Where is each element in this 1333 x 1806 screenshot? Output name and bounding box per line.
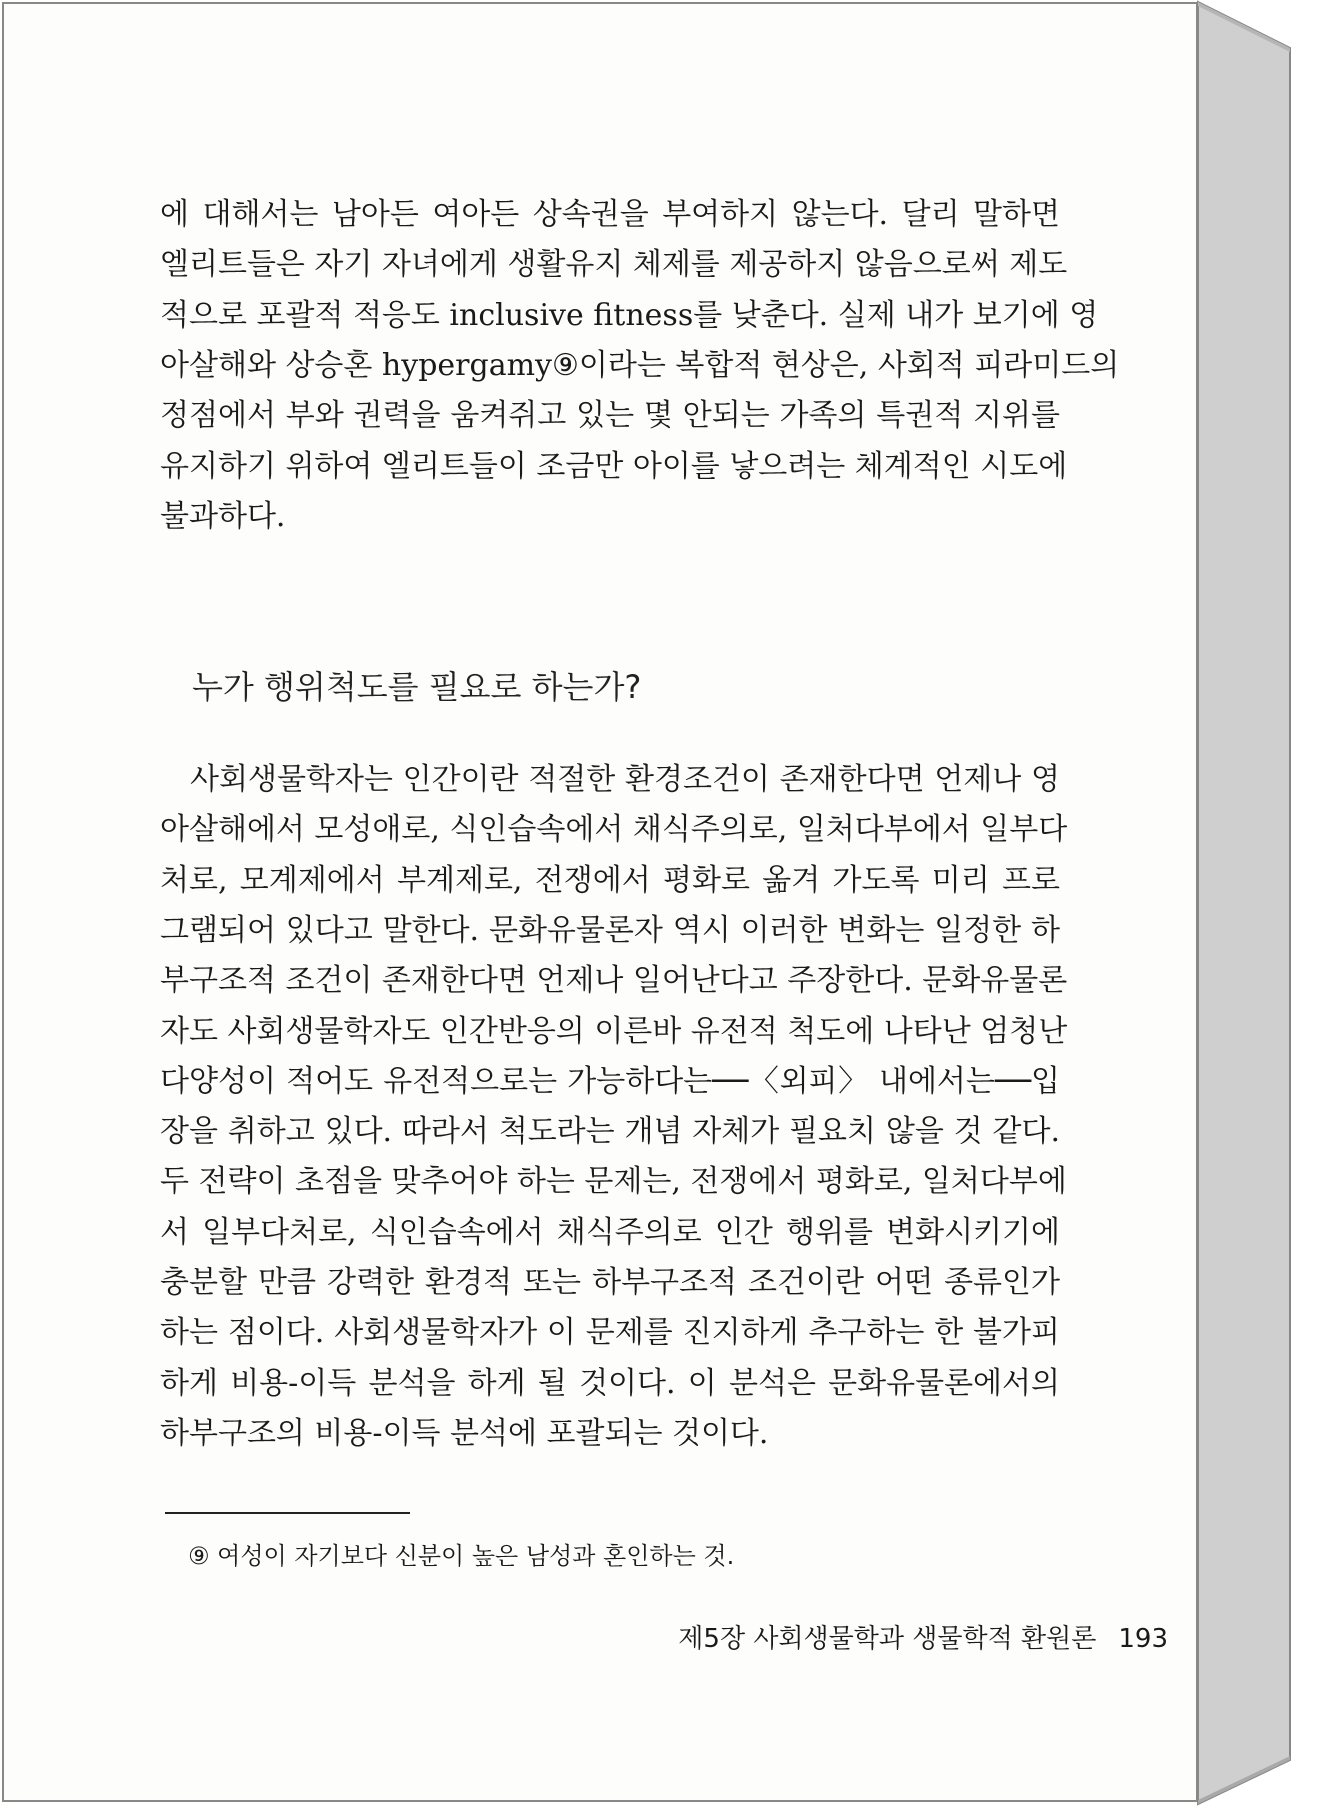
text-line: 두 전략이 초점을 맞추어야 하는 문제는, 전쟁에서 평화로, 일처다부에 (160, 1164, 1067, 1200)
text-line: 엘리트들은 자기 자녀에게 생활유지 체제를 제공하지 않음으로써 제도 (160, 247, 1068, 283)
text-line: 부구조적 조건이 존재한다면 언제나 일어난다고 주장한다. 문화유물론 (160, 963, 1068, 999)
text-line: 하부구조의 비용-이득 분석에 포괄되는 것이다. (160, 1415, 769, 1451)
text-line: 처로, 모계제에서 부계제로, 전쟁에서 평화로 옮겨 가도록 미리 프로 (160, 862, 1060, 898)
text-line: 아살해에서 모성애로, 식인습속에서 채식주의로, 일처다부에서 일부다 (160, 812, 1068, 848)
text-line: 에 대해서는 남아든 여아든 상속권을 부여하지 않는다. 달리 말하면 (160, 197, 1060, 232)
text-line: 장을 취하고 있다. 따라서 척도라는 개념 자체가 필요치 않을 것 같다. (160, 1114, 1060, 1150)
text-line: 서 일부다처로, 식인습속에서 채식주의로 인간 행위를 변화시키기에 (160, 1214, 1060, 1250)
text-line: 자도 사회생물학자도 인간반응의 이른바 유전적 척도에 나타난 엄청난 (160, 1013, 1068, 1049)
text-line: 다양성이 적어도 유전적으로는 가능하다는──〈외피〉 내에서는──입 (160, 1063, 1060, 1099)
footnote-rule (165, 1512, 410, 1514)
text-line: 그램되어 있다고 말한다. 문화유물론자 역시 이러한 변화는 일정한 하 (160, 912, 1060, 948)
text-line: 유지하기 위하여 엘리트들이 조금만 아이를 낳으려는 체계적인 시도에 (160, 448, 1068, 484)
text-line: 하게 비용-이득 분석을 하게 될 것이다. 이 분석은 문화유물론에서의 (160, 1365, 1060, 1401)
text-line: 하는 점이다. 사회생물학자가 이 문제를 진지하게 추구하는 한 불가피 (160, 1315, 1060, 1351)
section-heading: 누가 행위척도를 필요로 하는가? (192, 668, 642, 706)
text-line: 적으로 포괄적 적응도 inclusive fitness를 낮춘다. 실제 내가 보기에 영 (160, 297, 1099, 333)
footnote: ⑨ 여성이 자기보다 신분이 높은 남성과 혼인하는 것. (188, 1542, 735, 1570)
page-number: 193 (1118, 1624, 1168, 1654)
text-line: 충분할 만큼 강력한 환경적 또는 하부구조적 조건이란 어떤 종류인가 (160, 1265, 1060, 1300)
running-head: 제5장 사회생물학과 생물학적 환원론 (678, 1624, 1097, 1654)
text-line: 정점에서 부와 권력을 움켜쥐고 있는 몇 안되는 가족의 특권적 지위를 (160, 398, 1060, 434)
page-footer (678, 1618, 1168, 1655)
text-line: 불과하다. (160, 498, 286, 534)
text-line: 아살해와 상승혼 hypergamy⑨이라는 복합적 현상은, 사회적 피라미드의 (160, 347, 1120, 383)
text-line: 사회생물학자는 인간이란 적절한 환경조건이 존재한다면 언제나 영 (190, 762, 1060, 797)
